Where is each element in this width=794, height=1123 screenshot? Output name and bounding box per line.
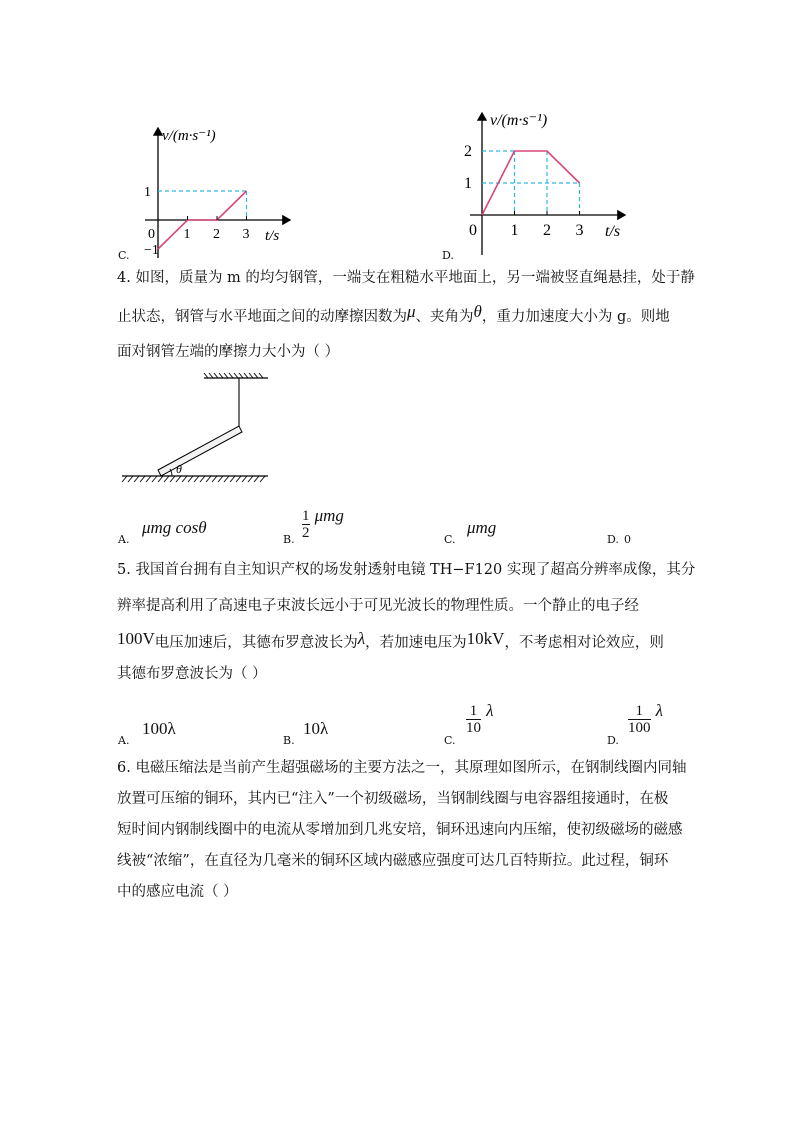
q6-line5: 中的感应电流（ ）	[117, 884, 238, 900]
q5-option-b: B.	[283, 734, 295, 747]
q6-line2: 放置可压缩的铜环，其内已“注入”一个初级磁场，当钢制线圈与电容器组接通时，在极	[117, 791, 669, 807]
q5-option-b-math: 10λ	[303, 719, 329, 738]
steel-pipe	[158, 426, 242, 476]
option-c-label: C.	[118, 249, 130, 262]
q5-option-a-math: 100λ	[142, 719, 176, 738]
graph-d-xtick-label-1: 1	[510, 222, 519, 239]
graph-c-xtick-label-2: 2	[213, 227, 220, 242]
graph-d-xtick-label-0: 0	[469, 222, 477, 239]
angle-theta: θ	[176, 462, 182, 476]
q4-option-a: A.	[118, 533, 130, 546]
q5-line4: 其德布罗意波长为（ ）	[117, 666, 267, 682]
q5-line1: 5. 我国首台拥有自主知识产权的场发射透射电镜 TH−F120 实现了超高分辨率成像，其分	[117, 562, 696, 578]
q4-line3: 面对钢管左端的摩擦力大小为（ ）	[117, 344, 340, 360]
graph-d-ytick-label-0: 1	[464, 175, 472, 192]
q5-option-c-math: $\frac{1}{10}$ λ	[466, 701, 494, 736]
graph-d	[460, 105, 640, 265]
q6-line1: 6. 电磁压缩法是当前产生超强磁场的主要方法之一，其原理如图所示，在钢制线圈内同轴	[117, 760, 687, 776]
q4-option-d: D. 0	[607, 533, 632, 546]
graph-c-ytick-label-0: 1	[144, 185, 151, 200]
q5-line3: 100V电压加速后，其德布罗意波长为λ，若加速电压为10kV，不考虑相对论效应，则	[117, 629, 664, 651]
graph-d-xtick-label-2: 2	[543, 222, 551, 239]
q4-option-b-math: $\frac{1}{2}$ μmg	[302, 506, 344, 541]
q4-line1: 4. 如图，质量为 m 的均匀钢管，一端支在粗糙水平地面上，另一端被竖直绳悬挂，处于静	[117, 270, 695, 286]
q5-option-c: C.	[444, 734, 456, 747]
graph-c-xtick-label-3: 3	[242, 227, 250, 242]
q4-figure	[118, 372, 278, 490]
option-d-label: D.	[442, 249, 454, 262]
graph-d-xlabel: t/s	[605, 223, 621, 240]
q6-line3: 短时间内钢制线圈中的电流从零增加到几兆安培，铜环迅速向内压缩，使初级磁场的磁感	[117, 822, 683, 838]
q5-option-a: A.	[118, 734, 130, 747]
q4-option-c: C.	[444, 533, 456, 546]
graph-c-xtick-label-1: 1	[183, 227, 191, 242]
q6-line4: 线被“浓缩”，在直径为几毫米的铜环区域内磁感应强度可达几百特斯拉。此过程，铜环	[117, 853, 669, 869]
q4-option-c-math: μmg	[467, 518, 497, 537]
graph-c-xlabel: t/s	[265, 228, 280, 244]
q5-line2: 辨率提高利用了高速电子束波长远小于可见光波长的物理性质。一个静止的电子经	[117, 598, 639, 614]
graph-d-ytick-label-1: 2	[464, 143, 472, 160]
q4-option-b: B.	[283, 533, 295, 546]
graph-c	[130, 118, 300, 268]
q4-line2: 止状态，钢管与水平地面之间的动摩擦因数为μ、夹角为θ，重力加速度大小为 g。则地	[117, 302, 670, 325]
q5-option-d-math: $\frac{1}{100}$ λ	[628, 701, 663, 736]
graph-c-xtick-label-0: 0	[148, 227, 155, 242]
graph-d-xtick-label-3: 3	[575, 222, 584, 239]
graph-c-ylabel: v/(m·s⁻¹)	[162, 128, 216, 144]
q4-option-a-math: μmg cosθ	[142, 518, 207, 537]
graph-c-ytick-label-1: −1	[144, 243, 159, 258]
graph-d-ylabel: v/(m·s⁻¹)	[490, 112, 548, 129]
q5-option-d: D.	[607, 734, 619, 747]
